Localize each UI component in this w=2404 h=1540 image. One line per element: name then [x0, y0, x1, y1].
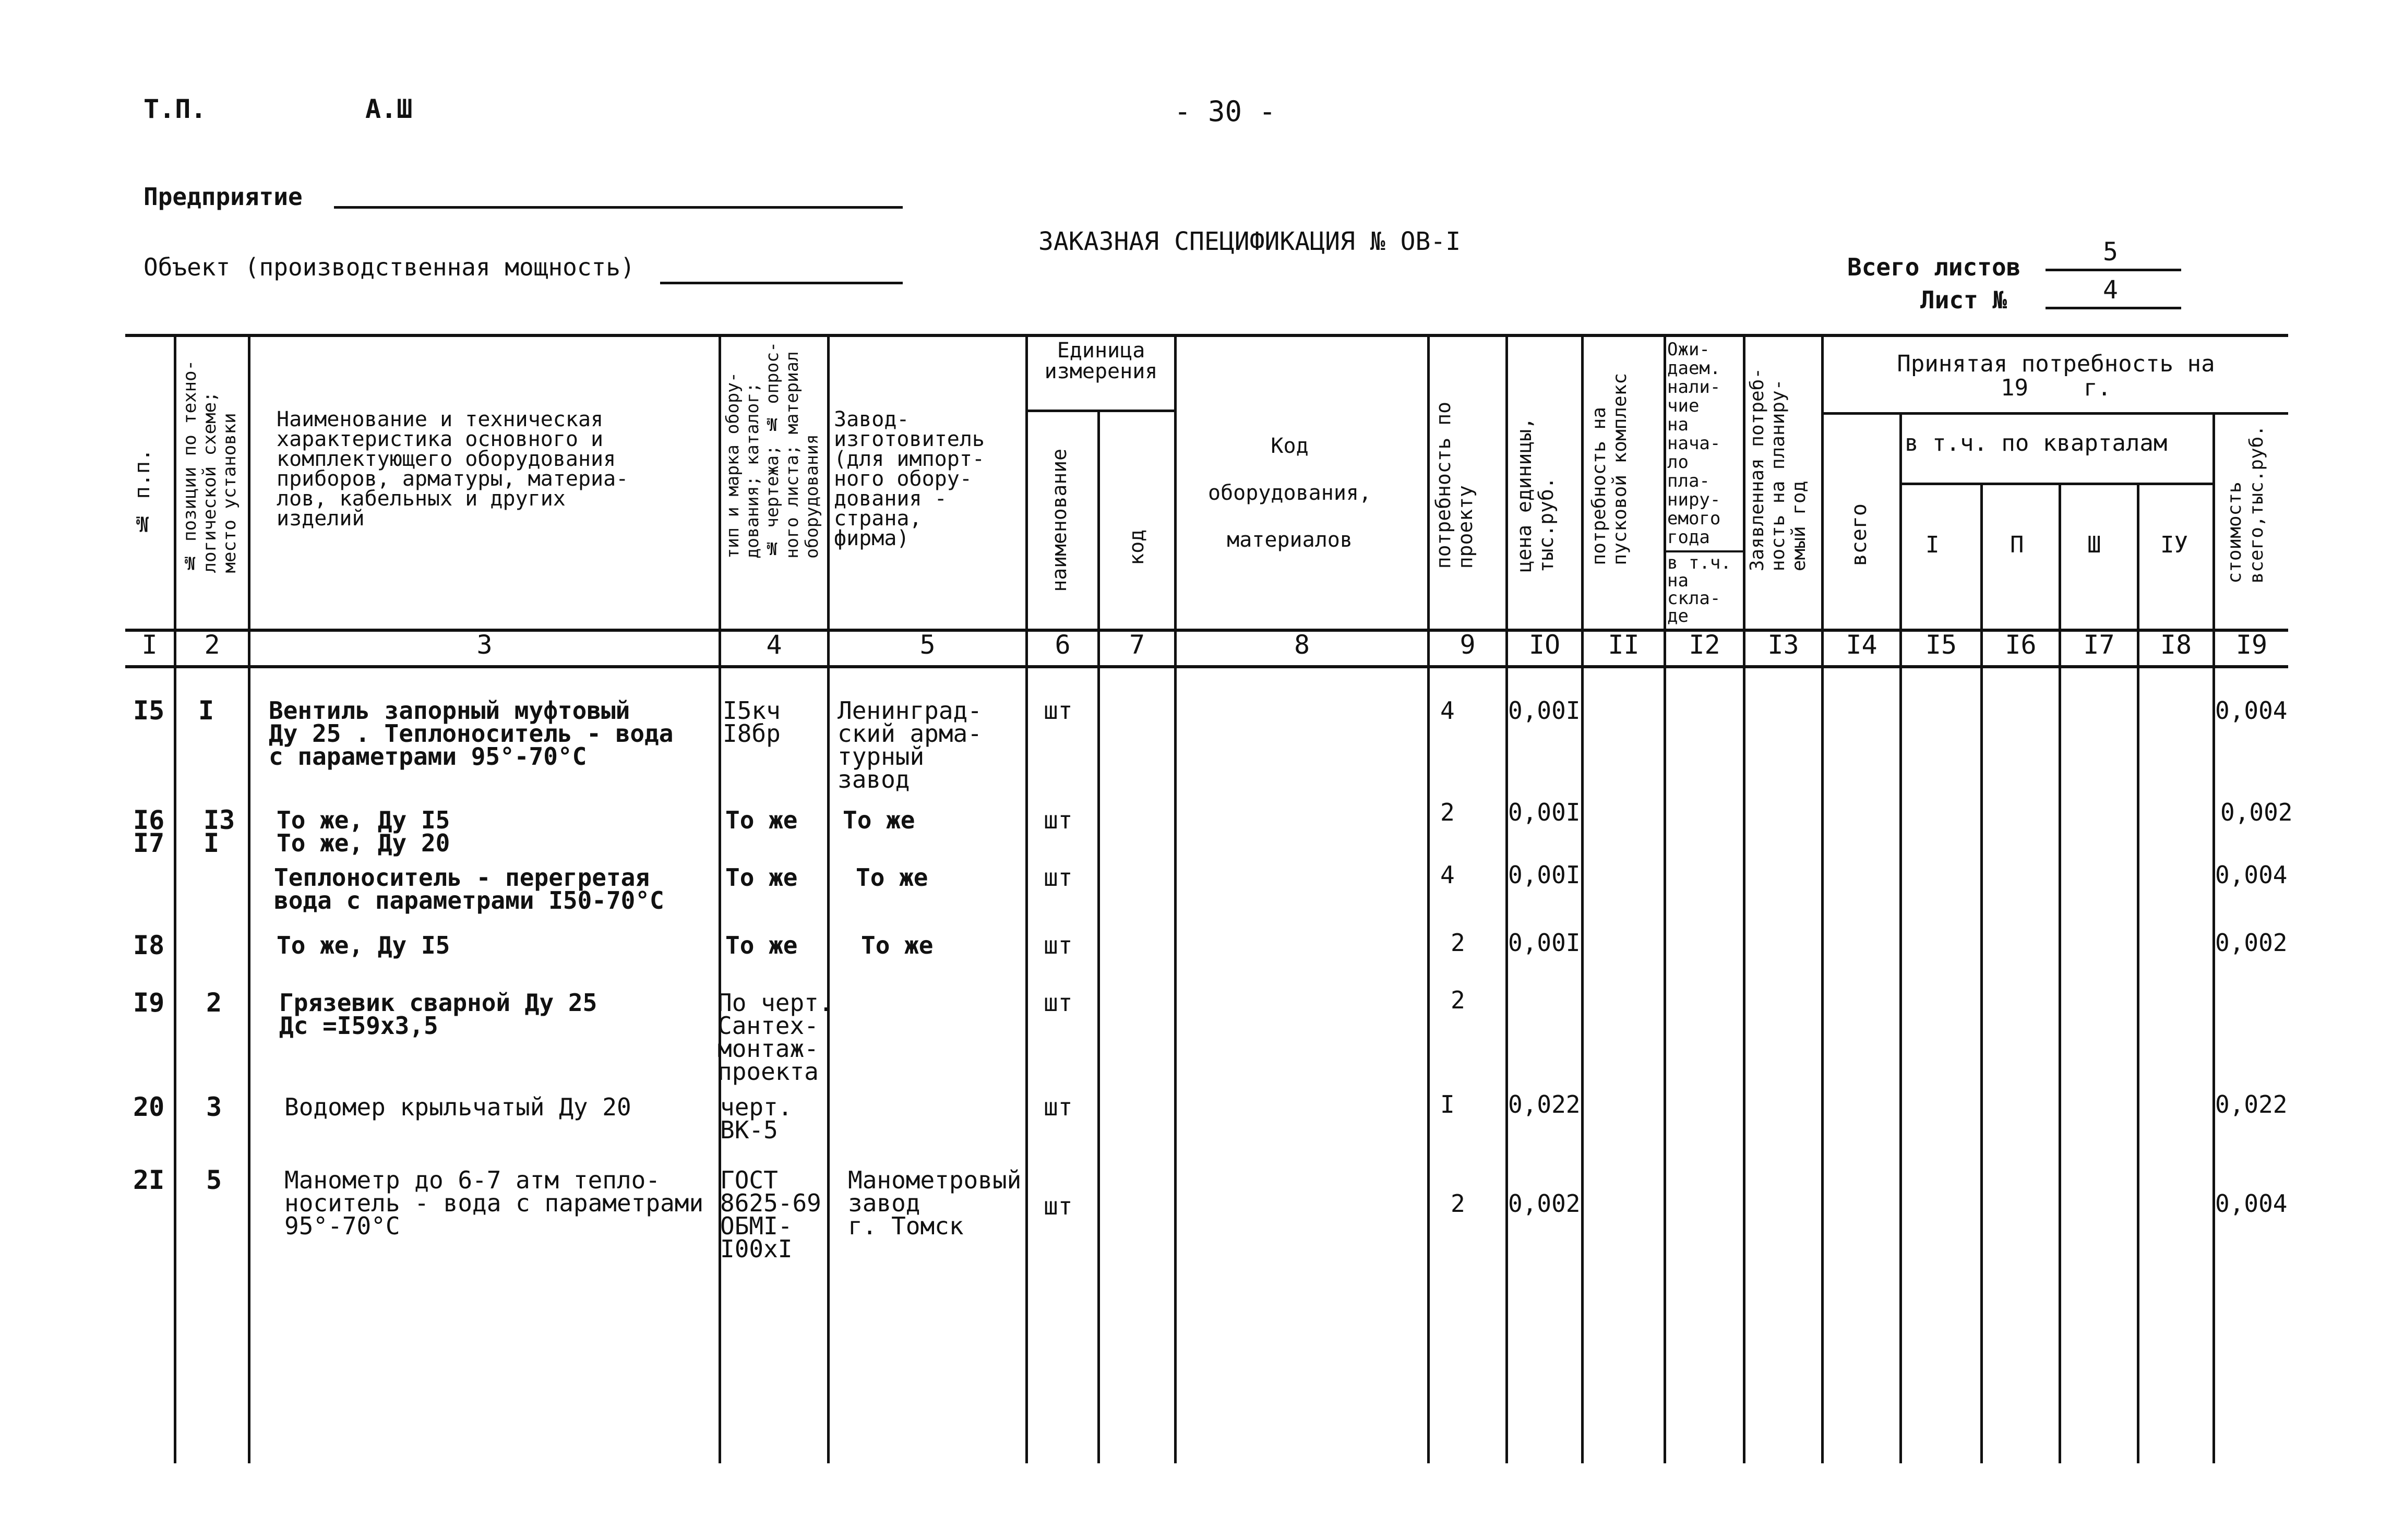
row-qty: 4	[1440, 861, 1455, 889]
colnum-11: II	[1608, 630, 1640, 660]
header-total: всего	[1847, 503, 1871, 567]
row-maker: Манометровый завод г. Томск	[848, 1166, 1022, 1240]
colnum-17: I7	[2083, 630, 2115, 660]
row-type: ГОСТ 8625-69 ОБМI- I00хI	[720, 1166, 821, 1263]
row-name: Водомер крыльчатый Ду 20	[284, 1093, 631, 1121]
row-position: 5	[206, 1165, 222, 1195]
sheet-value: 4	[2103, 275, 2118, 305]
colnum-3: 3	[476, 630, 493, 660]
header-accepted-group: Принятая потребность на 19 г.	[1897, 351, 2215, 401]
header-maker: Завод- изготовитель (для импорт- ного обору- дования - страна, фирма)	[834, 407, 985, 550]
row-qty: 4	[1440, 696, 1455, 725]
album-code: А.Ш	[365, 94, 413, 124]
colnum-4: 4	[766, 630, 782, 660]
row-price: 0,00I	[1508, 929, 1581, 957]
header-q2: П	[2010, 532, 2024, 558]
row-name: То же, Ду I5 То же, Ду 20	[277, 806, 450, 857]
row-number: I6 I7	[133, 805, 165, 858]
colnum-10: IO	[1528, 630, 1561, 660]
row-number: I9	[133, 988, 165, 1018]
doc-code: Т.П.	[143, 94, 207, 124]
colnum-6: 6	[1055, 630, 1071, 660]
row-unit: шт	[1044, 863, 1073, 892]
header-unit-name: наименование	[1048, 449, 1071, 592]
row-type: То же	[725, 863, 798, 892]
row-maker: То же	[861, 931, 934, 959]
header-declared-need: Заявленная потреб- ность на планиру- емый год	[1747, 368, 1810, 572]
row-qty: 2	[1451, 929, 1465, 957]
row-name: Грязевик сварной Ду 25 Дс =I59х3,5	[279, 989, 597, 1040]
row-cost: 0,004	[2215, 696, 2288, 725]
colnum-12: I2	[1689, 630, 1720, 660]
header-name: Наименование и техническая характеристика основного и комплектующего оборудования приборов, арматуры, материа- лов, кабельных и других изделий	[277, 407, 629, 531]
sheet-line	[2046, 307, 2181, 309]
total-sheets-line	[2046, 269, 2181, 271]
row-position: I3 I	[204, 805, 235, 858]
row-name: То же, Ду I5	[277, 931, 450, 959]
object-field	[660, 282, 903, 284]
row-name: Манометр до 6-7 атм тепло- носитель - вода с параметрами 95°-70°С	[284, 1166, 704, 1240]
row-price: 0,00I	[1508, 798, 1581, 826]
row-qty: 2	[1440, 798, 1455, 826]
colnum-1: I	[141, 630, 158, 660]
row-cost: 0,002	[2220, 798, 2293, 826]
row-maker: То же	[843, 806, 915, 834]
row-type: черт. ВК-5	[720, 1093, 793, 1144]
colnum-5: 5	[919, 630, 936, 660]
row-cost: 0,002	[2215, 929, 2288, 957]
header-expected-stock: Ожи- даем. нали- чие на нача- ло пла- ниру- емого года	[1667, 339, 1721, 548]
header-q4: IУ	[2160, 532, 2188, 558]
colnum-19: I9	[2235, 630, 2268, 660]
row-name: Теплоноситель - перегретая вода с параметрами I50-70°С	[274, 863, 664, 915]
total-sheets-label: Всего листов	[1847, 253, 2021, 281]
row-price: 0,022	[1508, 1090, 1581, 1118]
colnum-14: I4	[1846, 630, 1877, 660]
page-number: - 30 -	[1174, 95, 1276, 128]
row-position: 3	[206, 1092, 222, 1122]
row-qty: I	[1440, 1090, 1455, 1118]
row-maker: Ленинград- ский арма- турный завод	[838, 696, 982, 793]
enterprise-field	[334, 206, 903, 209]
header-launch-need: потребность на пусковой комплекс	[1588, 373, 1631, 566]
row-number: I8	[133, 930, 165, 960]
colnum-18: I8	[2160, 630, 2192, 660]
row-price: 0,002	[1508, 1189, 1581, 1218]
row-unit: шт	[1044, 989, 1073, 1017]
row-unit: шт	[1044, 931, 1073, 959]
header-quarters-group: в т.ч. по кварталам	[1905, 430, 2168, 456]
colnum-9: 9	[1460, 630, 1476, 660]
row-position: 2	[206, 988, 222, 1018]
spec-title: ЗАКАЗНАЯ СПЕЦИФИКАЦИЯ № ОВ-I	[1038, 227, 1461, 256]
colnum-2: 2	[204, 630, 220, 660]
row-unit: шт	[1044, 1192, 1073, 1220]
row-number: 20	[133, 1092, 165, 1122]
colnum-7: 7	[1129, 630, 1145, 660]
row-cost: 0,022	[2215, 1090, 2288, 1118]
colnum-16: I6	[2005, 630, 2037, 660]
header-row-number: № п.п.	[130, 449, 154, 536]
colnum-15: I5	[1925, 630, 1957, 660]
row-price: 0,00I	[1508, 861, 1581, 889]
sheet-label: Лист №	[1920, 286, 2007, 314]
row-qty: 2	[1451, 986, 1465, 1014]
header-unit-code: код	[1125, 530, 1148, 566]
header-equipment-code: Код оборудования, материалов	[1208, 434, 1372, 552]
row-name: Вентиль запорный муфтовый Ду 25 . Теплоноситель - вода с параметрами 95°-70°С	[269, 696, 674, 771]
row-cost: 0,004	[2215, 1189, 2288, 1218]
row-unit: шт	[1044, 696, 1073, 725]
row-type: То же	[725, 806, 798, 834]
enterprise-label: Предприятие	[143, 183, 303, 211]
header-unit-group: Единица измерения	[1044, 339, 1158, 383]
row-number: I5	[133, 695, 165, 726]
header-q3: Ш	[2087, 532, 2101, 558]
row-type: I5кч I8бр	[723, 696, 781, 748]
object-label: Объект (производственная мощность)	[143, 253, 635, 281]
colnum-8: 8	[1294, 630, 1310, 660]
header-project-need: потребность по проекту	[1432, 402, 1477, 569]
header-unit-price: цена единицы, тыс.руб.	[1513, 417, 1558, 573]
header-type: тип и марка обору- дования; каталог; № чертежа; № опрос- ного листа; материал оборудования	[722, 342, 822, 559]
header-cost: стоимость всего,тыс.руб.	[2224, 425, 2267, 584]
row-cost: 0,004	[2215, 861, 2288, 889]
row-type: То же	[725, 931, 798, 959]
row-price: 0,00I	[1508, 696, 1581, 725]
row-qty: 2	[1451, 1189, 1465, 1218]
header-in-warehouse: в т.ч. на скла- де	[1667, 552, 1731, 627]
total-sheets-value: 5	[2103, 237, 2118, 267]
header-q1: I	[1925, 532, 1940, 558]
row-number: 2I	[133, 1165, 165, 1195]
row-unit: шт	[1044, 1093, 1073, 1121]
row-unit: шт	[1044, 806, 1073, 834]
row-type: По черт. Сантех- монтаж- проекта	[717, 989, 833, 1086]
header-position: № позиции по техно- логической схеме; место установки	[180, 360, 240, 573]
colnum-13: I3	[1767, 630, 1799, 660]
row-position: I	[198, 695, 214, 726]
row-maker: То же	[856, 863, 928, 892]
